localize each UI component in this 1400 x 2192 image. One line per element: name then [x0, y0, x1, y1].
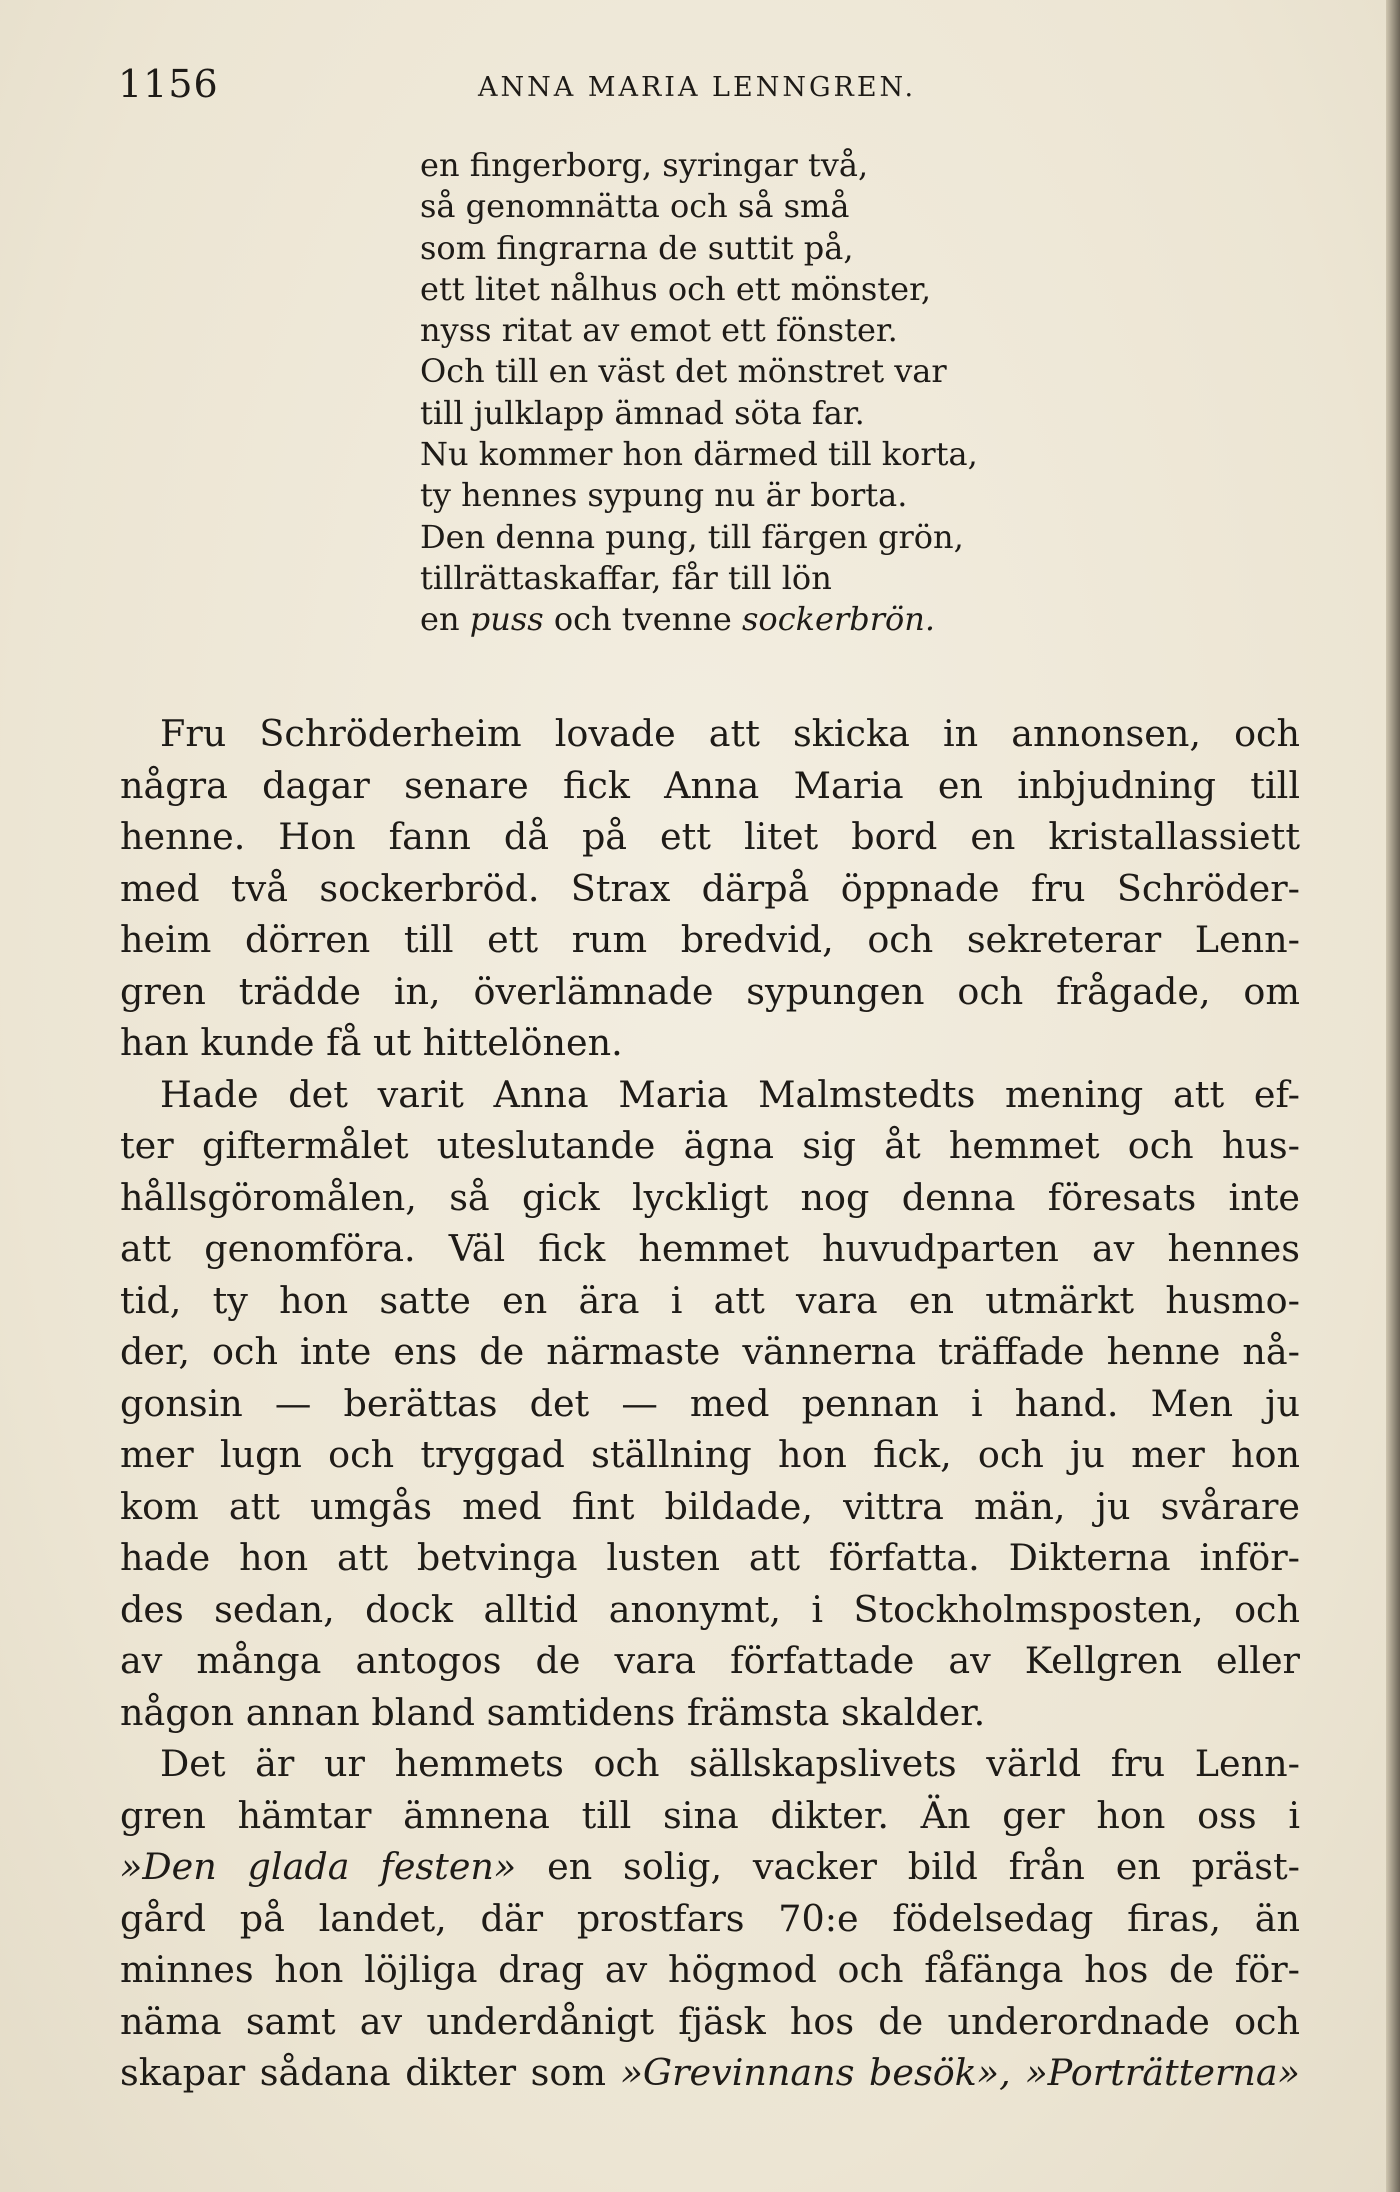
poem-text: en	[420, 600, 470, 639]
text-line: Fru Schröderheim lovade att skicka in annonsen, och	[160, 712, 1300, 755]
text-line: gonsin — berättas det — med pennan i hand. Men ju	[120, 1381, 1300, 1425]
paragraph-1	[120, 708, 1300, 1069]
running-header	[118, 62, 1318, 122]
text-line: ter giftermålet uteslutande ägna sig åt hemmet och hus-	[120, 1124, 1300, 1167]
poem-italic-word: puss	[469, 600, 544, 639]
text-line: Det är ur hemmets och sällskapslivets värld fru Lenn-	[160, 1742, 1300, 1785]
text-fragment: en solig, vacker bild från en präst-	[516, 1845, 1300, 1888]
text-line: att genomföra. Väl fick hemmet huvudparten av hennes	[120, 1227, 1300, 1270]
italic-title: »Den glada festen»	[120, 1845, 517, 1888]
running-title: ANNA MARIA LENNGREN.	[478, 72, 917, 103]
text-line: gren trädde in, överlämnade sypungen och frågade, om	[120, 969, 1300, 1013]
poem-line: nyss ritat av emot ett fönster.	[420, 311, 898, 350]
text-line	[120, 2047, 1300, 2099]
poem-line: tillrättaskaffar, får till lön	[420, 558, 832, 597]
poem-italic-word: sockerbrön.	[742, 600, 936, 639]
page-number: 1156	[118, 62, 219, 106]
text-line: henne. Hon fann då på ett litet bord en kristallassiett	[120, 815, 1300, 858]
text-fragment	[1011, 2051, 1026, 2094]
poem-line: som fingrarna de suttit på,	[420, 228, 854, 267]
text-line	[120, 1841, 1300, 1893]
paragraph-3	[120, 1738, 1300, 2099]
text-line: der, och inte ens de närmaste vännerna träffade henne nå-	[120, 1330, 1300, 1373]
poem-line: en fingerborg, syringar två,	[420, 146, 869, 184]
page-edge-shadow	[1386, 0, 1400, 2192]
poem-line: Den denna pung, till färgen grön,	[420, 517, 964, 556]
text-line: med två sockerbröd. Strax därpå öppnade fru Schröder-	[120, 866, 1300, 910]
text-line: av många antogos de vara författade av Kellgren eller	[120, 1639, 1300, 1682]
text-line: heim dörren till ett rum bredvid, och sekreterar Lenn-	[120, 918, 1300, 961]
text-line: gren hämtar ämnena till sina dikter. Än ger hon oss i	[120, 1793, 1300, 1837]
text-line: hållsgöromålen, så gick lyckligt nog denna föresats inte	[120, 1175, 1300, 1219]
text-line: mer lugn och tryggad ställning hon fick, och ju mer hon	[120, 1433, 1300, 1476]
poem-line: så genomnätta och så små	[420, 187, 850, 226]
text-line: tid, ty hon satte en ära i att vara en utmärkt husmo-	[120, 1278, 1300, 1322]
text-line: gård på landet, där prostfars 70:e födelsedag firas, än	[120, 1896, 1300, 1940]
poem-text: och tvenne	[543, 600, 742, 639]
text-line: någon annan bland samtidens främsta skalder.	[120, 1690, 986, 1734]
text-line: Hade det varit Anna Maria Malmstedts mening att ef-	[160, 1072, 1300, 1116]
poem-last-line	[420, 599, 1120, 640]
italic-title: »Grevinnans besök»,	[620, 2051, 1011, 2094]
prose-body	[120, 708, 1300, 2099]
text-line: minnes hon löjliga drag av högmod och fåfänga hos de för-	[120, 1948, 1300, 1991]
text-fragment: skapar sådana dikter som	[120, 2051, 621, 2094]
poem-line: ty hennes sypung nu är borta.	[420, 476, 908, 515]
poem-line: ett litet nålhus och ett mönster,	[420, 269, 932, 308]
poem-line: till julklapp ämnad söta far.	[420, 393, 865, 432]
poem-block	[420, 145, 1120, 641]
text-line: des sedan, dock alltid anonymt, i Stockholmsposten, och	[120, 1587, 1300, 1631]
paragraph-2	[120, 1069, 1300, 1739]
text-line: näma samt av underdånigt fjäsk hos de underordnade och	[120, 1999, 1300, 2043]
poem-line: Nu kommer hon därmed till korta,	[420, 435, 978, 474]
text-line: hade hon att betvinga lusten att författa. Dikterna inför-	[120, 1536, 1300, 1579]
text-line: han kunde få ut hittelönen.	[120, 1021, 623, 1064]
poem-line: Och till en väst det mönstret var	[420, 352, 947, 391]
italic-title: »Porträtterna»	[1025, 2051, 1301, 2094]
text-line: några dagar senare fick Anna Maria en inbjudning till	[120, 763, 1300, 807]
text-line: kom att umgås med fint bildade, vittra män, ju svårare	[120, 1484, 1300, 1528]
